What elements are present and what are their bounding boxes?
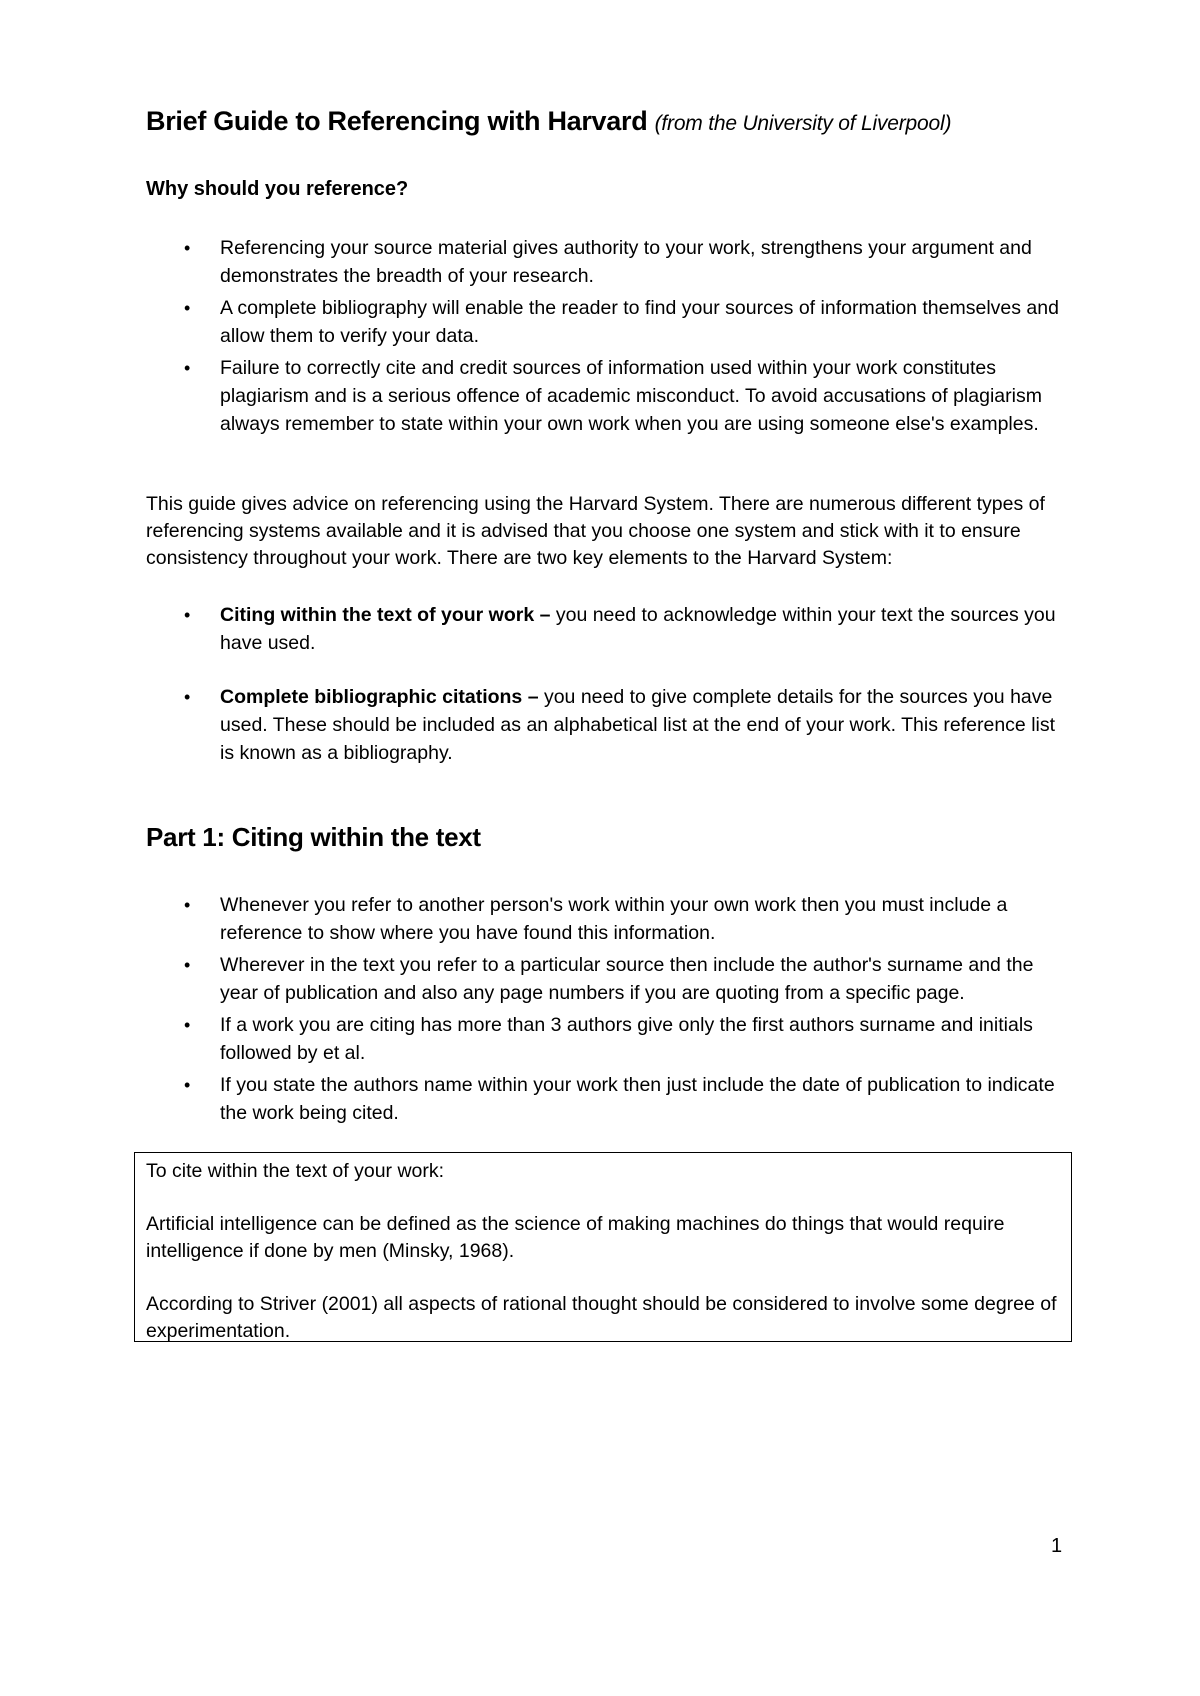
intro-paragraph: This guide gives advice on referencing using the Harvard System. There are numerous different types of referencing systems available and it is advised that you choose one system and stick with it to ensure consistency throughout your work. There are two key elements to the Harvard System: [146,493,1045,569]
list-item: • If you state the authors name within your work then just include the date of publication to indicate the work being cited. [146,1071,1066,1127]
why-reference-heading: Why should you reference? [146,178,409,200]
key-element-term: Complete bibliographic citations – [220,686,539,708]
key-elements-list [146,601,1066,767]
citation-example-box [134,1152,1072,1342]
part1-list [146,891,1066,1127]
title-text: Brief Guide to Referencing with Harvard [146,106,648,136]
list-item: • Failure to correctly cite and credit sources of information used within your work constitutes plagiarism and is a serious offence of academic misconduct. To avoid accusations of plagiarism always remember to state within your own work when you are using someone else's examples. [146,354,1066,438]
list-item: • A complete bibliography will enable the reader to find your sources of information themselves and allow them to verify your data. [146,294,1066,350]
list-item: • Wherever in the text you refer to a particular source then include the author's surname and the year of publication and also any page numbers if you are quoting from a specific page. [146,951,1066,1007]
example-box-intro: To cite within the text of your work: [146,1160,445,1182]
title-source-note: (from the University of Liverpool) [654,112,952,135]
list-item: • Complete bibliographic citations – you need to give complete details for the sources you have used. These should be included as an alphabetical list at the end of your work. This reference list is known as a bibliography. [146,683,1066,767]
bullet-icon: • [184,605,191,625]
bullet-icon: • [184,1075,191,1095]
list-item: • Referencing your source material gives authority to your work, strengthens your argument and demonstrates the breadth of your research. [146,234,1066,290]
example-citation-2: According to Striver (2001) all aspects of rational thought should be considered to involve some degree of experimentation. [146,1293,1057,1342]
example-citation-1: Artificial intelligence can be defined as the science of making machines do things that would require intelligence if done by men (Minsky, 1968). [146,1213,1005,1262]
bullet-icon: • [184,955,191,975]
why-reference-list [146,234,1066,438]
key-element-term: Citing within the text of your work – [220,604,551,626]
document-title [146,106,951,137]
bullet-icon: • [184,895,191,915]
list-item: • If a work you are citing has more than 3 authors give only the first authors surname and initials followed by et al. [146,1011,1066,1067]
bullet-icon: • [184,238,191,258]
part1-heading: Part 1: Citing within the text [146,822,481,852]
list-item: • Whenever you refer to another person's work within your own work then you must include a reference to show where you have found this information. [146,891,1066,947]
list-item: • Citing within the text of your work – you need to acknowledge within your text the sources you have used. [146,601,1066,657]
bullet-icon: • [184,1015,191,1035]
bullet-icon: • [184,687,191,707]
bullet-icon: • [184,298,191,318]
bullet-icon: • [184,358,191,378]
page-number: 1 [1051,1535,1063,1557]
